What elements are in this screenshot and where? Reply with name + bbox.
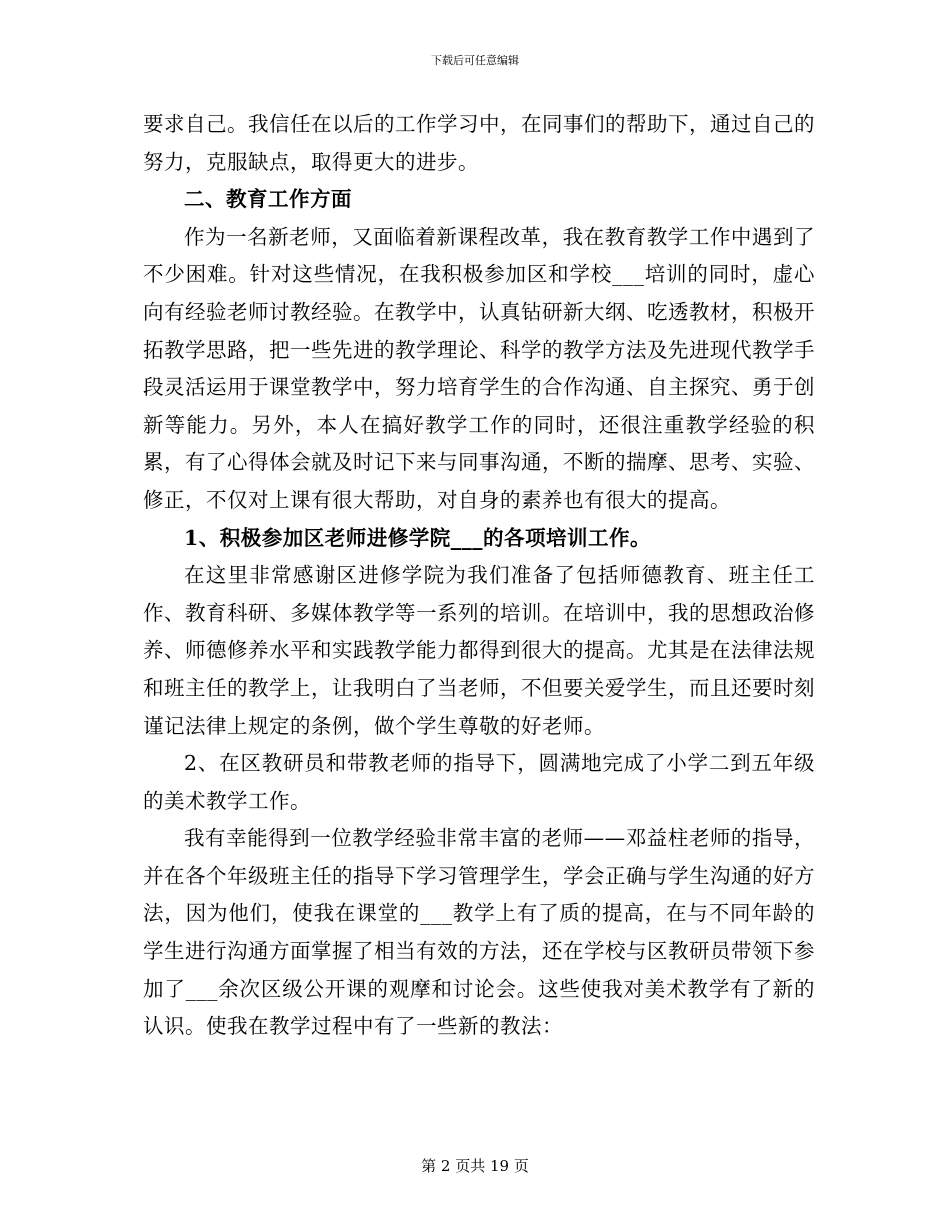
page-number: 第 2 页共 19 页 bbox=[421, 1157, 529, 1175]
page-header: 下载后可任意编辑 bbox=[431, 54, 519, 67]
paragraph-continuation: 要求自己。我信任在以后的工作学习中，在同事们的帮助下，通过自己的努力，克服缺点，取得更大的进步。 bbox=[143, 112, 815, 174]
paragraph-training: 在这里非常感谢区进修学院为我们准备了包括师德教育、班主任工作、教育科研、多媒体教学等一系列的培训。在培训中，我的思想政治修养、师德修养水平和实践教学能力都得到很大的提高。尤其是在法律法规和班主任的教学上，让我明白了当老师，不但要关爱学生，而且还要时刻谨记法律上规定的条例，做个学生尊敬的好老师。 bbox=[143, 563, 815, 738]
paragraph-mentor: 我有幸能得到一位教学经验非常丰富的老师——邓益柱老师的指导，并在各个年级班主任的指导下学习管理学生，学会正确与学生沟通的好方法，因为他们，使我在课堂的___教学上有了质的提高，在与不同年龄的学生进行沟通方面掌握了相当有效的方法，还在学校与区教研员带领下参加了___余次区级公开课的观摩和讨论会。这些使我对美术教学有了新的认识。使我在教学过程中有了一些新的教法： bbox=[143, 826, 815, 1039]
paragraph-new-teacher: 作为一名新老师，又面临着新课程改革，我在教育教学工作中遇到了不少困难。针对这些情况，在我积极参加区和学校___培训的同时，虚心向有经验老师讨教经验。在教学中，认真钻研新大纲、吃透教材，积极开拓教学思路，把一些先进的教学理论、科学的教学方法及先进现代教学手段灵活运用于课堂教学中，努力培育学生的合作沟通、自主探究、勇于创新等能力。另外，本人在搞好教学工作的同时，还很注重教学经验的积累，有了心得体会就及时记下来与同事沟通，不断的揣摩、思考、实验、修正，不仅对上课有很大帮助，对自身的素养也有很大的提高。 bbox=[143, 224, 815, 512]
section-heading-education-work: 二、教育工作方面 bbox=[184, 187, 352, 212]
subheading-training: 1、积极参加区老师进修学院___的各项培训工作。 bbox=[184, 525, 652, 550]
document-body bbox=[143, 106, 815, 1046]
subheading-art-teaching: 2、在区教研员和带教老师的指导下，圆满地完成了小学二到五年级的美术教学工作。 bbox=[143, 751, 815, 813]
